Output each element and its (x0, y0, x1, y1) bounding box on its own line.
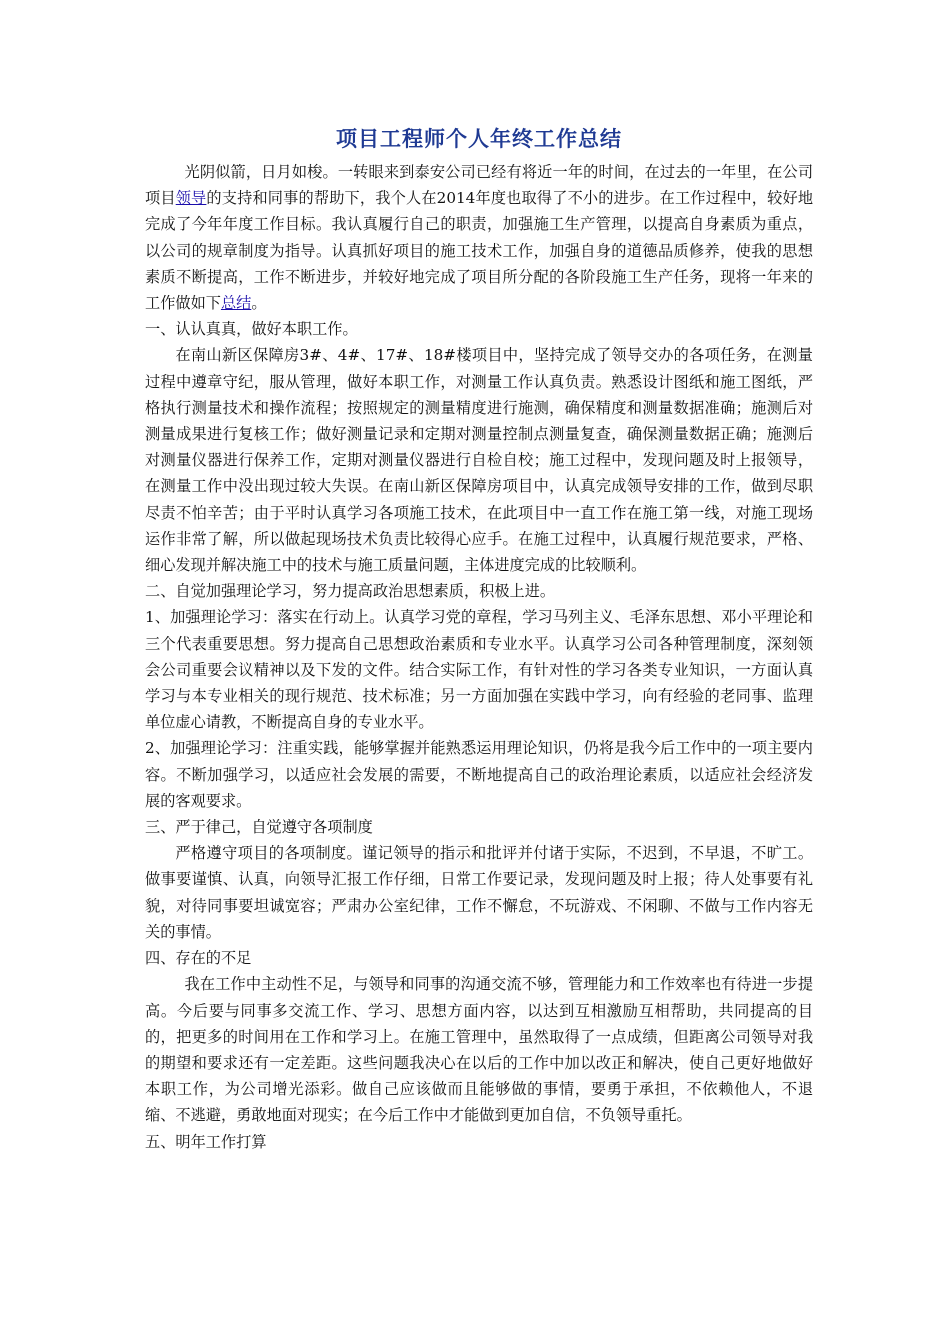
intro-text-3: 。 (251, 294, 267, 313)
section-3-heading: 三、严于律己，自觉遵守各项制度 (145, 818, 373, 837)
section-2-item-1: 1、加强理论学习：落实在行动上。认真学习党的章程，学习马列主义、毛泽东思想、邓小平理论和三个代表重要思想。努力提高自己思想政治素质和专业水平。认真学习公司各种管理制度，深刻领会公司重要会议精神以及下发的文件。结合实际工作，有针对性的学习各类专业知识，一方面认真学习与本专业相关的现行规范、技术标准；另一方面加强在实践中学习，向有经验的老同事、监理单位虚心请教，不断提高自身的专业水平。 (145, 608, 813, 732)
section-5-heading: 五、明年工作打算 (145, 1132, 267, 1151)
summary-link[interactable]: 总结 (220, 294, 252, 313)
document-title: 项目工程师个人年终工作总结 (336, 127, 622, 151)
intro-paragraph (145, 159, 813, 316)
section-2-heading: 二、自觉加强理论学习，努力提高政治思想素质，积极上进。 (145, 582, 556, 601)
intro-text-2: 的支持和同事的帮助下，我个人在2014年度也取得了不小的进步。在工作过程中，较好地完成了今年年度工作目标。我认真履行自己的职责，加强施工生产管理，以提高自身素质为重点，以公司的规章制度为指导。认真抓好项目的施工技术工作，加强自身的道德品质修养，使我的思想素质不断提高，工作不断进步，并较好地完成了项目所分配的各阶段施工生产任务，现将一年来的工作做如下 (145, 189, 814, 313)
section-4-heading: 四、存在的不足 (145, 949, 252, 968)
document-page (145, 122, 813, 1155)
section-1-body: 在南山新区保障房3#、4#、17#、18#楼项目中，坚持完成了领导交办的各项任务，在测量过程中遵章守纪，服从管理，做好本职工作，对测量工作认真负责。熟悉设计图纸和施工图纸，严格执行测量技术和操作流程；按照规定的测量精度进行施测，确保精度和测量数据准确；施测后对测量成果进行复核工作；做好测量记录和定期对测量控制点测量复查，确保测量数据正确；施测后对测量仪器进行保养工作，定期对测量仪器进行自检自校；施工过程中，发现问题及时上报领导，在测量工作中没出现过较大失误。在南山新区保障房项目中，认真完成领导安排的工作，做到尽职尽责不怕辛苦；由于平时认真学习各项施工技术，在此项目中一直工作在施工第一线，对施工现场运作非常了解，所以做起现场技术负责比较得心应手。在施工过程中，认真履行规范要求，严格、细心发现并解决施工中的技术与施工质量问题，主体进度完成的比较顺利。 (145, 346, 813, 575)
section-3-body: 严格遵守项目的各项制度。谨记领导的指示和批评并付诸于实际，不迟到，不早退，不旷工。做事要谨慎、认真，向领导汇报工作仔细，日常工作要记录，发现问题及时上报；待人处事要有礼貌，对待同事要坦诚宽容；严肃办公室纪律，工作不懈怠，不玩游戏、不闲聊、不做与工作内容无关的事情。 (145, 844, 813, 941)
section-4-body: 我在工作中主动性不足，与领导和同事的沟通交流不够，管理能力和工作效率也有待进一步提高。今后要与同事多交流工作、学习、思想方面内容，以达到互相激励互相帮助，共同提高的目的，把更多的时间用在工作和学习上。在施工管理中，虽然取得了一点成绩，但距离公司领导对我的期望和要求还有一定差距。这些问题我决心在以后的工作中加以改正和解决，使自己更好地做好本职工作，为公司增光添彩。做自己应该做而且能够做的事情，要勇于承担，不依赖他人，不退缩、不逃避，勇敢地面对现实；在今后工作中才能做到更加自信，不负领导重托。 (145, 975, 813, 1125)
intro-text-1: 光阴似箭，日月如梭。一转眼来到泰安公司已经有将近一年的时间，在过去的一年里，在公司项目 (145, 163, 813, 208)
leader-link[interactable]: 领导 (175, 189, 207, 208)
section-2-item-2: 2、加强理论学习：注重实践，能够掌握并能熟悉运用理论知识，仍将是我今后工作中的一项主要内容。不断加强学习，以适应社会发展的需要，不断地提高自己的政治理论素质，以适应社会经济发展的客观要求。 (145, 739, 813, 810)
section-1-heading: 一、认认真真，做好本职工作。 (145, 320, 358, 339)
